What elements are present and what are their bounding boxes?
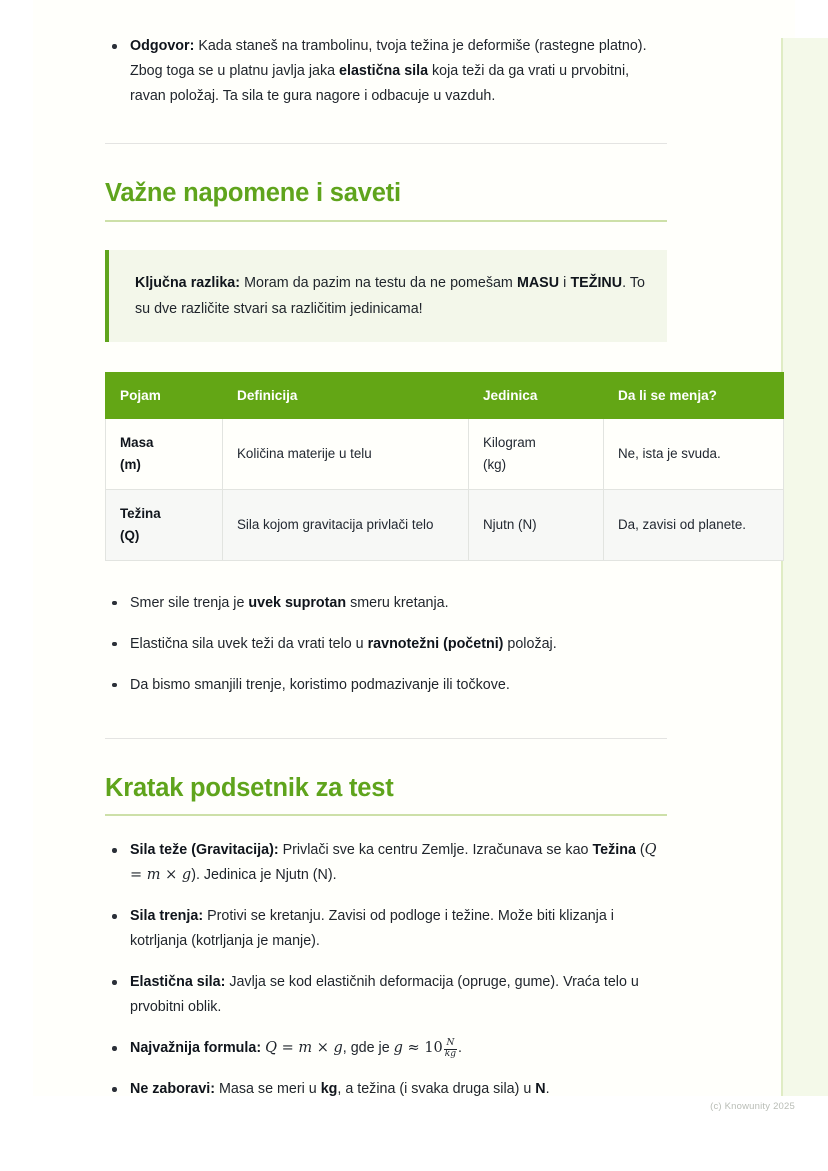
math-equals: = xyxy=(276,1040,299,1057)
fraction-newton-per-kilogram xyxy=(444,1039,457,1059)
list-item xyxy=(105,632,667,657)
table-header-da-li-se-menja: Da li se menja? xyxy=(604,372,784,418)
notes-bullet-part-1: Da bismo smanjili trenje, koristimo podmazivanje ili točkove. xyxy=(130,676,510,693)
recap-bullet-strong-tezina: Težina xyxy=(592,842,636,859)
notes-bullet-strong-2: uvek suprotan xyxy=(248,594,347,611)
recap-bullet-list xyxy=(105,838,667,1102)
recap-bullet-part-3: , a težina (i svaka druga sila) u xyxy=(337,1081,536,1098)
list-item xyxy=(105,34,667,109)
recap-bullet-text xyxy=(130,1038,462,1059)
table-body xyxy=(106,418,784,560)
cell-unit: Njutn (N) xyxy=(469,489,604,560)
intro-bullet-part-1: Kada staneš na trambolinu, tvoja težina je deformiše (rastegne platno). Zbog toga se u platnu javlja jaka xyxy=(130,38,647,79)
cell-definition: Količina materije u telu xyxy=(223,418,469,489)
math-times: × xyxy=(312,1040,334,1057)
intro-bullet-lead: Odgovor: xyxy=(130,38,195,54)
mass-weight-comparison-table xyxy=(105,372,784,561)
document-content xyxy=(105,34,747,1102)
callout-part-5: . To su dve različite stvari sa različitim jedinicama! xyxy=(135,274,645,317)
list-item xyxy=(105,1077,667,1102)
term-line-2: (Q) xyxy=(120,527,140,543)
recap-bullet-text xyxy=(130,1081,550,1097)
recap-bullet-text xyxy=(130,842,657,883)
math-symbol-g: g xyxy=(333,1040,343,1057)
callout-part-1: Moram da pazim na testu da ne pomešam xyxy=(240,274,517,291)
unit-line-1: Kilogram xyxy=(483,434,536,450)
cell-term xyxy=(106,418,223,489)
callout-strong-masa: MASU xyxy=(516,274,560,291)
intro-bullet-part-3: koja teži da ga vrati u prvobitni, ravan položaj. Ta sila te gura nagore i odbacuje u vazduh. xyxy=(130,63,630,104)
table-header xyxy=(106,372,784,418)
notes-bullet-part-1: Elastična sila uvek teži da vrati telo u xyxy=(130,635,368,652)
math-symbol-Q: Q xyxy=(265,1040,277,1057)
table-header-definicija: Definicija xyxy=(223,372,469,418)
cell-term xyxy=(106,489,223,560)
formula-main xyxy=(265,1040,343,1056)
decorative-side-band xyxy=(781,38,828,1096)
section-heading-notes: Važne napomene i saveti xyxy=(105,179,401,207)
recap-bullet-part-4: ). Jedinica je Njutn (N). xyxy=(191,867,337,884)
recap-bullet-part-5: . xyxy=(545,1081,550,1098)
recap-bullet-lead: Ne zaboravi: xyxy=(130,1081,216,1098)
math-symbol-Q: Q xyxy=(644,842,657,859)
table-row xyxy=(106,489,784,560)
intro-bullet-strong-2: elastična sila xyxy=(339,63,429,79)
list-item xyxy=(105,838,667,888)
recap-bullet-part-1: Protivi se kretanju. Zavisi od podloge i težine. Može biti klizanja i kotrljanja (kotrljanja je manje). xyxy=(130,908,614,950)
recap-bullet-strong-kg: kg xyxy=(320,1081,338,1098)
recap-bullet-part-1: Javlja se kod elastičnih deformacija (opruge, gume). Vraća telo u prvobitni oblik. xyxy=(130,974,639,1016)
callout-strong-tezina: TEŽINU xyxy=(570,274,623,291)
unit-line-2: (kg) xyxy=(483,456,507,472)
list-item xyxy=(105,1036,667,1061)
table-row xyxy=(106,418,784,489)
table-header-pojam: Pojam xyxy=(106,372,223,418)
recap-bullet-lead: Elastična sila: xyxy=(130,974,226,991)
fraction-numerator: N xyxy=(444,1039,457,1050)
notes-bullet-text xyxy=(130,595,449,611)
intro-bullet-list xyxy=(105,34,667,109)
notes-bullet-part-1: Smer sile trenja je xyxy=(130,594,249,611)
recap-formula-end-text: . xyxy=(457,1040,462,1057)
document-page xyxy=(33,0,795,1096)
table-header-jedinica: Jedinica xyxy=(469,372,604,418)
notes-bullet-text xyxy=(130,636,557,652)
cell-unit xyxy=(469,418,604,489)
recap-bullet-text xyxy=(130,974,639,1015)
key-difference-callout xyxy=(105,250,667,342)
list-item xyxy=(105,591,667,616)
list-item xyxy=(105,904,667,954)
intro-bullet-text xyxy=(130,38,647,104)
term-line-1: Masa xyxy=(120,434,154,450)
recap-bullet-lead: Sila trenja: xyxy=(130,908,204,925)
recap-bullet-text xyxy=(130,908,614,949)
notes-bullet-text xyxy=(130,677,510,693)
formula-gravity-value xyxy=(393,1038,458,1059)
callout-part-3: i xyxy=(559,274,571,291)
recap-bullet-lead: Najvažnija formula: xyxy=(130,1040,262,1057)
math-times: × xyxy=(160,867,182,884)
footer-copyright: (c) Knowunity 2025 xyxy=(710,1101,795,1112)
table-header-row xyxy=(106,372,784,418)
section-heading-recap: Kratak podsetnik za test xyxy=(105,773,394,802)
notes-bullet-list xyxy=(105,591,667,698)
recap-bullet-part-1: Privlači sve ka centru Zemlje. Izračunava se kao xyxy=(278,842,593,859)
list-item xyxy=(105,970,667,1020)
recap-bullet-strong-n: N xyxy=(535,1081,546,1098)
callout-lead: Ključna razlika: xyxy=(135,274,241,291)
term-line-1: Težina xyxy=(120,505,161,521)
math-symbol-m: m xyxy=(146,867,161,884)
term-line-2: (m) xyxy=(120,456,141,472)
recap-formula-mid-text: , gde je xyxy=(342,1040,394,1057)
math-symbol-g: g xyxy=(181,867,192,884)
math-equals: = xyxy=(130,867,147,884)
recap-bullet-part-1: Masa se meri u xyxy=(215,1081,321,1098)
cell-changes: Da, zavisi od planete. xyxy=(604,489,784,560)
cell-definition: Sila kojom gravitacija privlači telo xyxy=(223,489,469,560)
recap-bullet-lead: Sila teže (Gravitacija): xyxy=(130,842,279,859)
math-value-10: 10 xyxy=(424,1040,443,1057)
recap-bullet-part-3: ( xyxy=(635,842,645,859)
notes-bullet-part-3: smeru kretanja. xyxy=(346,594,449,611)
notes-bullet-strong-2: ravnotežni (početni) xyxy=(367,635,504,652)
callout-text xyxy=(135,270,645,322)
fraction-denominator: kg xyxy=(444,1048,456,1059)
math-approx: ≈ xyxy=(402,1040,425,1057)
math-symbol-m: m xyxy=(298,1040,313,1057)
cell-changes: Ne, ista je svuda. xyxy=(604,418,784,489)
math-symbol-g2: g xyxy=(393,1040,403,1057)
list-item xyxy=(105,673,667,698)
notes-bullet-part-3: položaj. xyxy=(503,635,557,652)
